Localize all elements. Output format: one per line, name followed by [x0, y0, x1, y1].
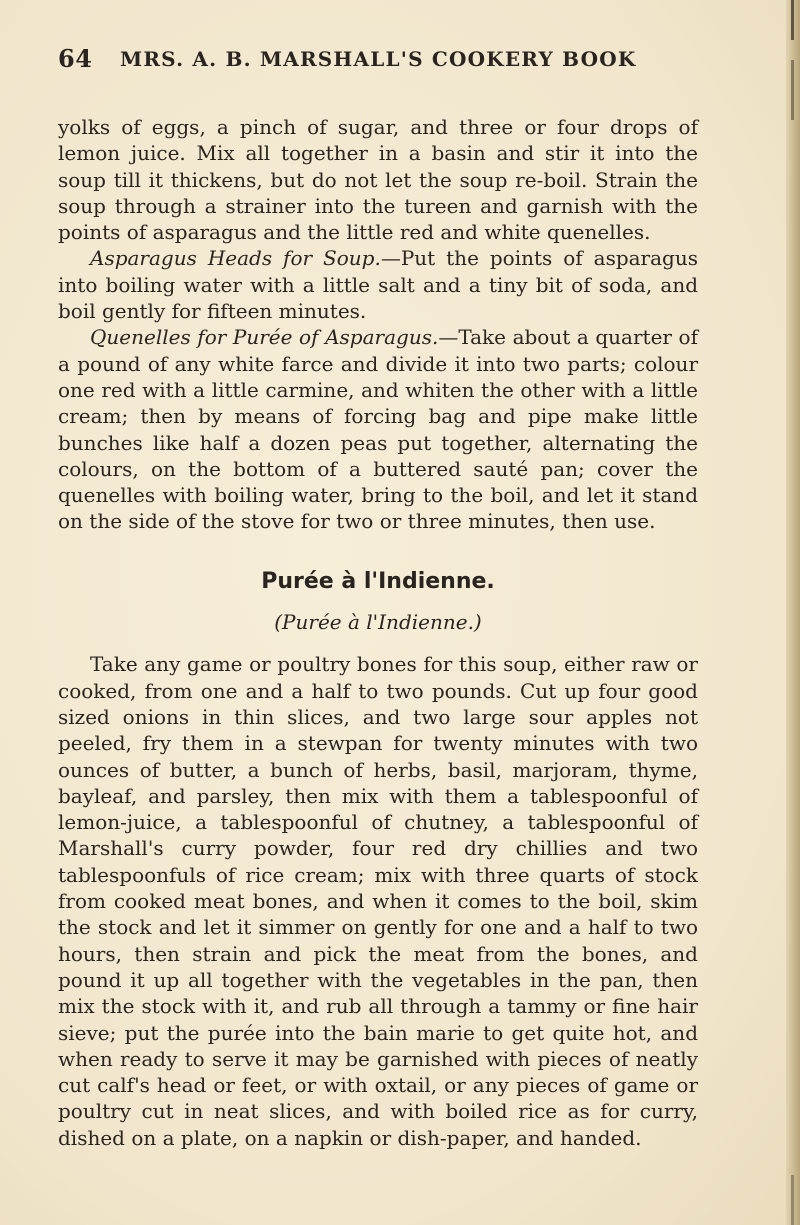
page-body: [58, 114, 698, 1151]
recipe-heading: Purée à l'Indienne.: [261, 568, 495, 594]
paragraph-continuation: yolks of eggs, a pinch of sugar, and three or four drops of lemon juice. Mix all together in a basin and stir it into the soup till it thickens, but do not let the soup re-boil. Strain the soup through a strainer into the tureen and garnish with the points of asparagus and the little red and white quenelles.: [58, 115, 698, 245]
paragraph-title: Quenelles for Purée of Asparagus.: [90, 325, 439, 350]
paragraph-text: —Put the points of asparagus into boiling water with a little salt and a tiny bit of soda, and boil gently for fifteen minutes.: [58, 246, 698, 324]
edge-mark: [791, 0, 794, 40]
page-number: 64: [58, 44, 93, 73]
edge-mark: [791, 1175, 794, 1225]
paragraph-asparagus-heads: [58, 245, 698, 324]
paragraph-quenelles: [58, 324, 698, 534]
page-edge: [786, 0, 800, 1225]
recipe-subheading: (Purée à l'Indienne.): [274, 610, 482, 635]
page-header: [58, 44, 637, 74]
running-head: MRS. A. B. MARSHALL'S COOKERY BOOK: [120, 47, 637, 71]
recipe-body: Take any game or poultry bones for this soup, either raw or cooked, from one and a half to two pounds. Cut up four good sized onions in thin slices, and two large sour apples not peeled, fry them in a stewpan for twenty minutes with two ounces of butter, a bunch of herbs, basil, marjoram, thyme, bayleaf, and parsley, then mix with them a tablespoonful of lemon-juice, a tablespoonful of chutney, a tablespoonful of Marshall's curry powder, four red dry chillies and two tablespoonfuls of rice cream; mix with three quarts of stock from cooked meat bones, and when it comes to the boil, skim the stock and let it simmer on gently for one and a half to two hours, then strain and pick the meat from the bones, and pound it up all together with the vegetables in the pan, then mix the stock with it, and rub all through a tammy or fine hair sieve; put the purée into the bain marie to get quite hot, and when ready to serve it may be garnished with pieces of neatly cut calf's head or feet, or with oxtail, or any pieces of game or poultry cut in neat slices, and with boiled rice as for curry, dished on a plate, on a napkin or dish-paper, and handed.: [58, 652, 698, 1150]
paragraph-title: Asparagus Heads for Soup.: [90, 246, 381, 271]
edge-mark: [791, 60, 794, 120]
paragraph-text: —Take about a quarter of a pound of any white farce and divide it into two parts; colour one red with a little carmine, and whiten the other with a little cream; then by means of forcing bag and pipe make little bunches like half a dozen peas put together, alternating the colours, on the bottom of a buttered sauté pan; cover the quenelles with boiling water, bring to the boil, and let it stand on the side of the stove for two or three minutes, then use.: [58, 325, 698, 534]
